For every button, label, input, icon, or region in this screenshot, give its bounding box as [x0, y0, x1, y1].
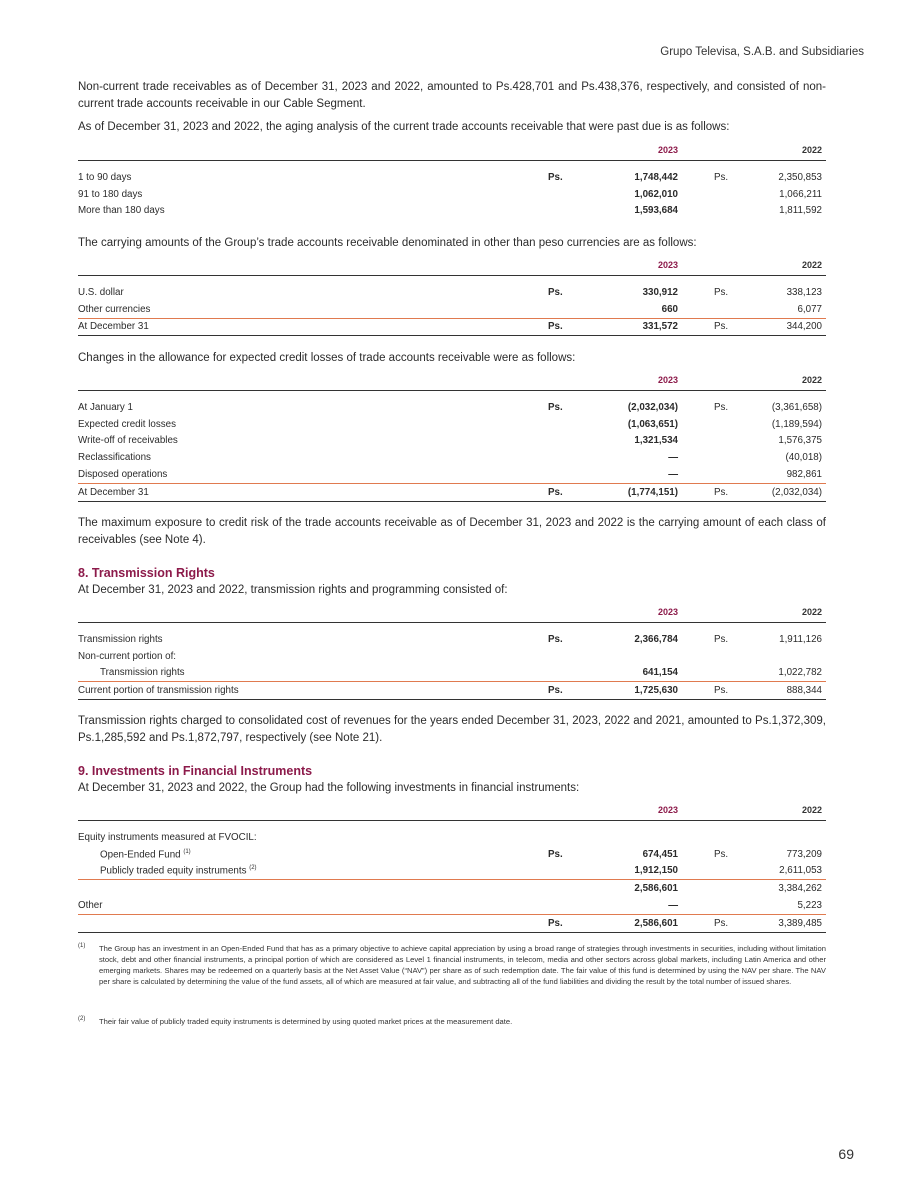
- page-number: 69: [838, 1146, 854, 1162]
- table-row: Disposed operations — 982,861: [78, 469, 822, 481]
- table-row: Other currencies 660 6,077: [78, 303, 822, 315]
- investments-table-wrap: [78, 805, 826, 933]
- section-9-lead: At December 31, 2023 and 2022, the Group had the following investments in financial instruments:: [78, 782, 580, 794]
- table-row: Reclassifications — (40,018): [78, 452, 822, 464]
- table-row: Publicly traded equity instruments $^{(2)}$ 1,912,150 2,611,053: [78, 863, 826, 880]
- year-2022: 2022: [764, 145, 826, 161]
- aging-table-wrap: [78, 145, 826, 219]
- transmission-note: Transmission rights charged to consolidated cost of revenues for the years ended December 31, 2023, 2022 and 2021, amounted to Ps.1,372,309, Ps.1,285,592 and Ps.1,872,797, respectively (see Note 21).: [78, 715, 826, 744]
- footnote-2-text: Their fair value of publicly traded equity instruments is determined by using quoted market prices at the measurement date.: [99, 1017, 513, 1026]
- year-2023: 2023: [588, 145, 678, 161]
- intro-p1: Non-current trade receivables as of December 31, 2023 and 2022, amounted to Ps.428,701 and Ps.438,376, respectively, and consisted of non-current trade accounts receivable in our Cable Segment.: [78, 81, 826, 110]
- footnote-2-mark: (2): [78, 1016, 86, 1022]
- table-row: At January 1 Ps. (2,032,034) Ps. (3,361,658): [78, 401, 822, 413]
- table-row: 91 to 180 days 1,062,010 1,066,211: [78, 188, 822, 200]
- table-total-row: Current portion of transmission rights Ps. 1,725,630 Ps. 888,344: [78, 682, 826, 700]
- table-row: Non-current portion of:: [78, 650, 177, 662]
- table-row: Open-Ended Fund $^{(1)}$ Ps. 674,451 Ps. 773,209: [100, 848, 822, 860]
- currency-table-wrap: [78, 260, 826, 336]
- table-row: Other — 5,223: [78, 897, 826, 914]
- table-row: Write-off of receivables 1,321,534 1,576,375: [78, 435, 822, 447]
- table-row: Equity instruments measured at FVOCIL:: [78, 831, 257, 843]
- footnote-1: [78, 943, 826, 987]
- table-row: U.S. dollar Ps. 330,912 Ps. 338,123: [78, 286, 822, 298]
- table-total-row: At December 31 Ps. (1,774,151) Ps. (2,032,034): [78, 483, 826, 501]
- intro-paragraph: [78, 79, 826, 112]
- currency-table: 2023 2022 U.S. dollar Ps. 330,912 Ps. 338,123 Other currencies 660 6,077 At December 31 Ps. 331,572 Ps. 344,200: [78, 260, 826, 336]
- aging-table: [78, 145, 826, 219]
- footnote-1-mark: (1): [78, 943, 86, 949]
- aging-lead: As of December 31, 2023 and 2022, the aging analysis of the current trade accounts receivable that were past due is as follows:: [78, 121, 730, 133]
- header-company: Grupo Televisa, S.A.B. and Subsidiaries: [660, 46, 864, 58]
- footnote-1-text: The Group has an investment in an Open-Ended Fund that has as a primary objective to achieve capital appreciation by using a broad range of strategies through investments in securities, including without limitation stock, debt and other financial instruments, a principal portion of which are considered as Level 1 financial instruments, in telecom, media and other sectors across global markets, including Latin America and other emerging markets. Shares may be redeemed on a quarterly basis at the Net Asset Value (“NAV”) per share as of such redemption date. The fair value of this fund is determined by using the NAV per share. The NAV per share is calculated by determining the value of the fund assets, all of which are measured at fair value, and subtracting all of the fund liabilities and dividing the result by the total number of issued shares.: [99, 944, 826, 986]
- allowance-table: 2023 2022 At January 1 Ps. (2,032,034) Ps. (3,361,658) Expected credit losses (1,063,651) (1,189,594) Write-off of receivables 1,321,534 1,576,375 Reclassifications — (40,018) Disposed operations — 982,861 At December 31 Ps. (1,774,151) Ps. (2,032,034): [78, 375, 826, 502]
- transmission-table: 2023 2022 Transmission rights Ps. 2,366,784 Ps. 1,911,126 Non-current portion of: Transmission rights 641,154 1,022,782 Current portion of transmission rights Ps. 1,725,630 Ps. 888,344: [78, 607, 826, 700]
- section-8-lead: At December 31, 2023 and 2022, transmission rights and programming consisted of:: [78, 584, 508, 596]
- investments-table: 2023 2022 Equity instruments measured at FVOCIL: Open-Ended Fund $^{(1)}$ Ps. 674,451 Ps. 773,209 Publicly traded equity instruments $^{(2)}$ 1,912,150 2,611,053 2,586,601 3,384,262 Other — 5,223 Ps. 2,586,601 Ps. 3,389,485: [78, 805, 826, 933]
- allowance-table-wrap: [78, 375, 826, 502]
- credit-risk-note: The maximum exposure to credit risk of the trade accounts receivable as of December 31, 2023 and 2022 is the carrying amount of each class of receivables (see Note 4).: [78, 517, 826, 546]
- allowance-lead: Changes in the allowance for expected credit losses of trade accounts receivable were as follows:: [78, 352, 576, 364]
- table-row: More than 180 days 1,593,684 1,811,592: [78, 205, 822, 217]
- section-9-title: 9. Investments in Financial Instruments: [78, 764, 313, 778]
- table-row: Expected credit losses (1,063,651) (1,189,594): [78, 418, 822, 430]
- table-total-row: At December 31 Ps. 331,572 Ps. 344,200: [78, 318, 826, 336]
- footnote-2: [78, 1016, 826, 1027]
- currency-lead: The carrying amounts of the Group’s trade accounts receivable denominated in other than peso currencies are as follows:: [78, 237, 697, 249]
- table-row: 1 to 90 days Ps. 1,748,442 Ps. 2,350,853: [78, 171, 822, 183]
- transmission-table-wrap: [78, 607, 826, 700]
- table-row: Transmission rights Ps. 2,366,784 Ps. 1,911,126: [78, 633, 822, 645]
- table-subtotal-row: 2,586,601 3,384,262: [634, 883, 822, 895]
- section-8-title: 8. Transmission Rights: [78, 566, 215, 580]
- table-total-row: Ps. 2,586,601 Ps. 3,389,485: [78, 914, 826, 932]
- table-row: Transmission rights 641,154 1,022,782: [100, 667, 822, 679]
